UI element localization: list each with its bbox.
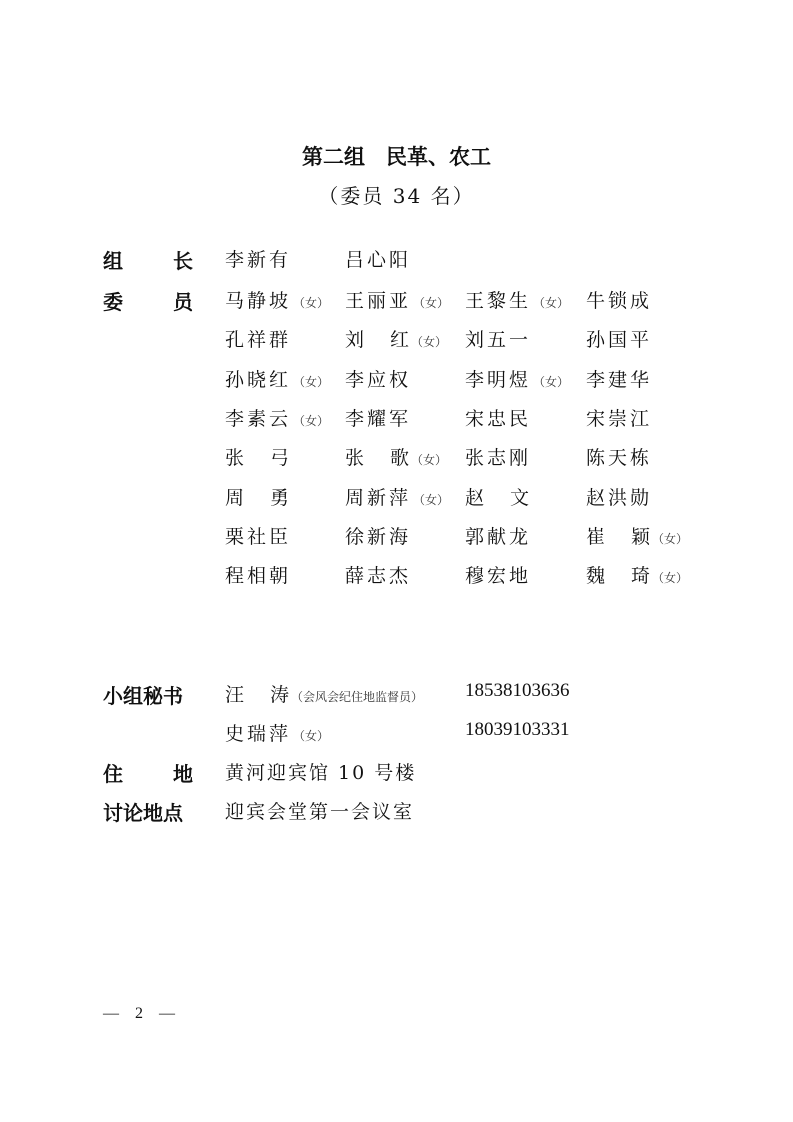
person-note: （女） [293,374,330,389]
person-name: 宋忠民 [465,407,532,430]
person-name: 王黎生 [465,290,532,312]
person-name: 周 勇 [225,486,289,509]
person-name: 赵 文 [465,486,529,509]
person-entry [345,286,449,313]
person-entry [465,286,569,313]
person-entry [586,286,652,313]
person-entry [465,522,531,549]
person-entry [225,443,289,470]
residence-value: 黄河迎宾馆 10 号楼 [225,762,417,784]
label-leader-char: 组 [103,249,123,273]
person-entry [586,404,652,431]
person-note: （女） [413,492,450,507]
person-entry [586,561,688,588]
label-members [103,286,193,315]
person-name: 李明煜 [465,368,532,391]
label-members-char: 员 [173,290,193,314]
person-name: 程相朝 [225,565,292,588]
person-name: 魏 琦 [586,565,650,588]
person-note: （女） [293,296,330,310]
person-entry [345,245,411,272]
person-entry [225,245,291,272]
person-name: 薛志杰 [345,565,412,588]
person-entry [345,483,449,510]
person-entry [345,325,447,352]
label-residence-char: 地 [173,762,193,786]
person-entry [586,325,652,352]
person-entry [225,325,291,352]
person-name: 栗社臣 [225,525,292,548]
person-entry [586,365,652,392]
person-name: 李建华 [586,368,653,391]
label-leader [103,245,193,274]
person-name: 崔 颖 [586,525,650,548]
person-name: 马静坡 [225,290,292,312]
person-name: 张志刚 [465,447,532,470]
page-title: 第二组 民革、农工 [302,145,491,169]
person-entry [225,522,291,549]
person-note: （女） [293,413,330,428]
person-name: 郭献龙 [465,525,532,548]
person-entry [225,365,329,392]
page-subtitle: （委员 34 名） [318,184,475,208]
person-note: （女） [413,296,450,310]
person-name: 刘五一 [465,329,532,352]
person-name: 牛锁成 [586,290,653,312]
person-name: 陈天栋 [586,447,653,470]
person-entry [465,561,531,588]
person-note: （女） [293,729,330,743]
person-entry [586,483,652,510]
person-note: （女） [652,571,689,586]
person-name: 李新有 [225,249,292,271]
person-note: （女） [533,296,570,310]
secretary-phone: 18538103636 [465,680,570,701]
label-venue: 讨论地点 [103,801,183,825]
person-note: （女） [411,335,448,350]
label-leader-char: 长 [173,249,193,273]
venue-value: 迎宾会堂第一会议室 [225,801,415,823]
person-entry [345,443,447,470]
person-name: 孔祥群 [225,329,292,352]
person-entry [225,483,289,510]
person-name: 孙国平 [586,329,653,352]
label-residence-char: 住 [103,762,123,786]
person-name: 李素云 [225,407,292,430]
person-note: （女） [652,531,689,546]
person-entry [465,483,529,510]
person-name: 李耀军 [345,407,412,430]
label-secretary: 小组秘书 [103,684,183,708]
person-name: 王丽亚 [345,290,412,312]
person-entry [465,365,569,392]
person-entry [465,404,531,431]
person-entry [225,680,423,707]
person-name: 李应权 [345,368,412,391]
person-entry [225,719,329,746]
person-name: 史瑞萍 [225,723,292,745]
person-name: 吕心阳 [345,249,412,271]
person-entry [465,325,531,352]
person-name: 孙晓红 [225,368,292,391]
person-entry [345,404,411,431]
person-name: 穆宏地 [465,565,532,588]
page-number: — 2 — [103,1005,176,1022]
person-name: 赵洪勋 [586,486,653,509]
person-entry [345,365,411,392]
person-note: （女） [533,374,570,389]
person-entry [586,522,688,549]
person-name: 刘 红 [345,329,409,352]
person-note: （女） [411,453,448,468]
person-entry [345,522,411,549]
person-name: 张 歌 [345,447,409,470]
person-name: 周新萍 [345,486,412,509]
secretary-phone: 18039103331 [465,719,570,740]
person-entry [586,443,652,470]
person-name: 徐新海 [345,525,412,548]
label-residence [103,758,193,787]
person-entry [225,286,329,313]
person-note: （会风会纪住地监督员） [291,690,424,704]
person-entry [345,561,411,588]
label-members-char: 委 [103,290,123,314]
person-entry [225,561,291,588]
person-entry [465,443,531,470]
person-name: 宋崇江 [586,407,653,430]
person-entry [225,404,329,431]
person-name: 汪 涛 [225,684,289,706]
person-name: 张 弓 [225,447,289,470]
